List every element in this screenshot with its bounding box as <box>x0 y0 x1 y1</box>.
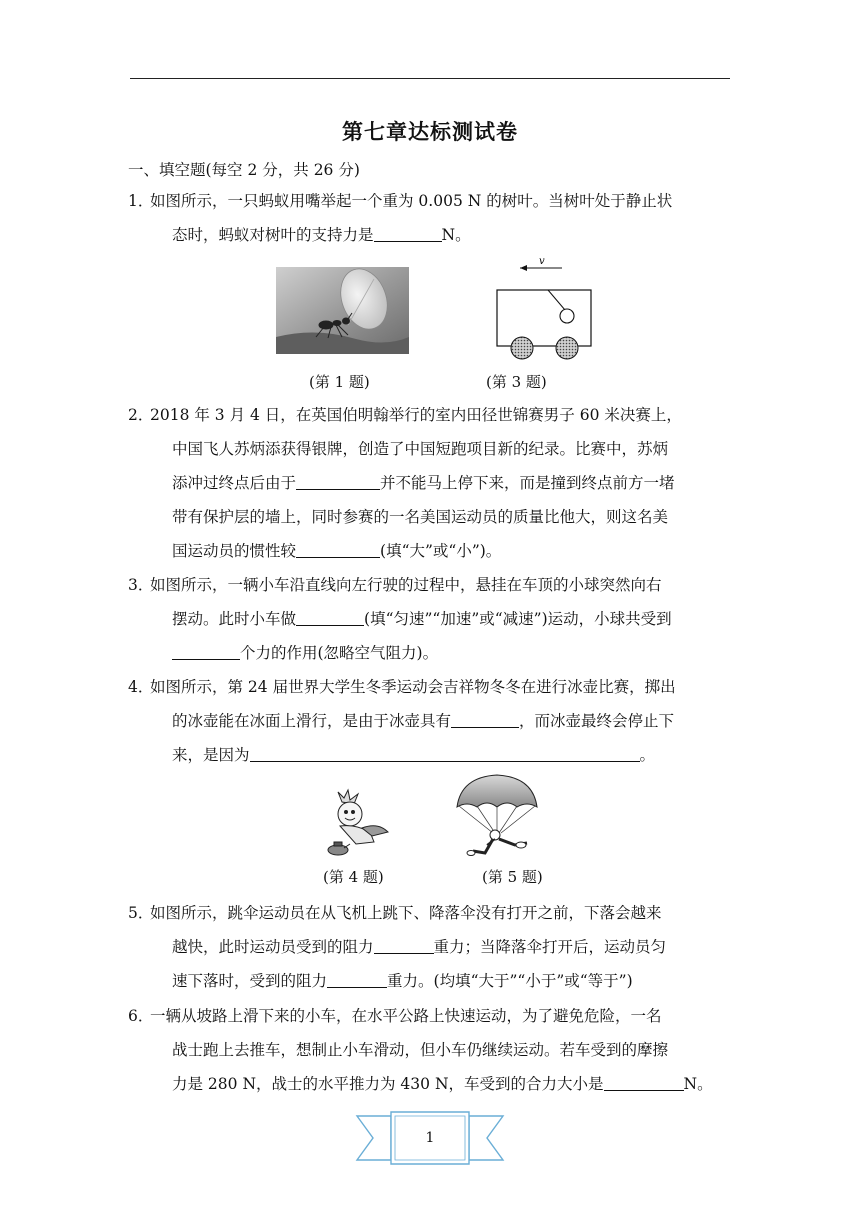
text-segment: N。 <box>683 1075 713 1093</box>
text-segment: (填“匀速”“加速”或“减速”)运动，小球共受到 <box>364 610 672 628</box>
question-1 <box>128 184 733 252</box>
question-line <box>128 636 733 670</box>
question-line: 如图所示，一只蚂蚁用嘴举起一个重为 0.005 N 的树叶。当树叶处于静止状 <box>150 192 673 210</box>
question-number: 2． <box>128 406 154 424</box>
top-rule <box>130 78 730 79</box>
text-segment: 的冰壶能在冰面上滑行，是由于冰壶具有 <box>172 712 452 730</box>
question-number: 1． <box>128 192 154 210</box>
caption-fig5: (第 5 题) <box>482 868 543 886</box>
question-line <box>128 964 733 998</box>
question-line: 带有保护层的墙上，同时参赛的一名美国运动员的质量比他大，则这名美 <box>172 508 669 526</box>
question-3 <box>128 568 733 670</box>
answer-blank[interactable] <box>451 711 519 728</box>
question-line: 如图所示，一辆小车沿直线向左行驶的过程中，悬挂在车顶的小球突然向右 <box>150 576 662 594</box>
question-line: 2018 年 3 月 4 日，在英国伯明翰举行的室内田径世锦赛男子 60 米决赛上， <box>150 406 682 424</box>
text-segment: 添冲过终点后由于 <box>172 474 297 492</box>
question-number: 5． <box>128 904 154 922</box>
skydiver-body <box>467 830 527 856</box>
parachute-canopy <box>457 775 537 807</box>
text-segment: 并不能马上停下来，而是撞到终点前方一堵 <box>380 474 675 492</box>
question-number: 3． <box>128 576 154 594</box>
question-line <box>128 466 733 500</box>
figure-ant-leaf <box>276 267 409 354</box>
velocity-label: v <box>539 256 545 267</box>
text-segment: 摆动。此时小车做 <box>172 610 297 628</box>
page-title: 第七章达标测试卷 <box>342 120 518 144</box>
question-number: 4． <box>128 678 154 696</box>
question-line: 中国飞人苏炳添获得银牌，创造了中国短跑项目新的纪录。比赛中，苏炳 <box>172 440 669 458</box>
caption-fig4: (第 4 题) <box>323 868 384 886</box>
cart-body <box>497 290 591 346</box>
answer-blank[interactable] <box>374 937 434 954</box>
arrow-head-icon <box>520 265 527 271</box>
question-6 <box>128 999 733 1101</box>
question-5 <box>128 896 733 998</box>
text-segment: N。 <box>441 226 471 244</box>
text-segment: ，而冰壶最终会停止下 <box>519 712 675 730</box>
question-line: 一辆从坡路上滑下来的小车，在水平公路上快速运动，为了避免危险，一名 <box>150 1007 662 1025</box>
figure-cart-pendulum <box>490 252 600 362</box>
text-segment: 。 <box>639 746 656 764</box>
answer-blank[interactable] <box>250 745 640 762</box>
question-line <box>128 930 733 964</box>
text-segment: 来，是因为 <box>172 746 250 764</box>
figure-mascot-curling <box>322 788 394 860</box>
text-segment: 力是 280 N，战士的水平推力为 430 N，车受到的合力大小是 <box>172 1075 604 1093</box>
answer-blank[interactable] <box>296 609 364 626</box>
question-line <box>128 534 733 568</box>
parachute-lines <box>459 806 535 833</box>
question-2 <box>128 398 733 568</box>
answer-blank[interactable] <box>374 225 442 242</box>
text-segment: 态时，蚂蚁对树叶的支持力是 <box>172 226 374 244</box>
text-segment: 越快，此时运动员受到的阻力 <box>172 938 374 956</box>
question-line <box>128 218 733 252</box>
question-line <box>128 704 733 738</box>
pendulum-ball <box>560 309 574 323</box>
answer-blank[interactable] <box>296 541 380 558</box>
question-line: 战士跑上去推车，想制止小车滑动，但小车仍继续运动。若车受到的摩擦 <box>172 1041 669 1059</box>
mascot-head <box>338 802 362 826</box>
wheel-left <box>511 337 533 359</box>
text-segment: 国运动员的惯性较 <box>172 542 297 560</box>
question-number: 6． <box>128 1007 154 1025</box>
caption-fig3: (第 3 题) <box>486 373 547 391</box>
question-line <box>128 738 733 772</box>
answer-blank[interactable] <box>604 1074 684 1091</box>
text-segment: 速下落时，受到的阻力 <box>172 972 328 990</box>
question-line <box>128 602 733 636</box>
wheel-right <box>556 337 578 359</box>
text-segment: (填“大”或“小”)。 <box>380 542 502 560</box>
page-number: 1 <box>425 1130 435 1146</box>
question-4 <box>128 670 733 772</box>
text-segment: 个力的作用(忽略空气阻力)。 <box>240 644 439 662</box>
figure-parachutist <box>455 773 539 865</box>
question-line: 如图所示，第 24 届世界大学生冬季运动会吉祥物冬冬在进行冰壶比赛，掷出 <box>150 678 676 696</box>
answer-blank[interactable] <box>172 643 240 660</box>
answer-blank[interactable] <box>296 473 380 490</box>
question-line: 如图所示，跳伞运动员在从飞机上跳下、降落伞没有打开之前，下落会越来 <box>150 904 662 922</box>
text-segment: 重力；当降落伞打开后，运动员匀 <box>433 938 667 956</box>
text-segment: 重力。(均填“大于”“小于”或“等于”) <box>387 972 633 990</box>
question-line <box>128 1067 733 1101</box>
section-heading: 一、填空题(每空 2 分，共 26 分) <box>128 161 360 179</box>
answer-blank[interactable] <box>327 971 387 988</box>
caption-fig1: (第 1 题) <box>309 373 370 391</box>
